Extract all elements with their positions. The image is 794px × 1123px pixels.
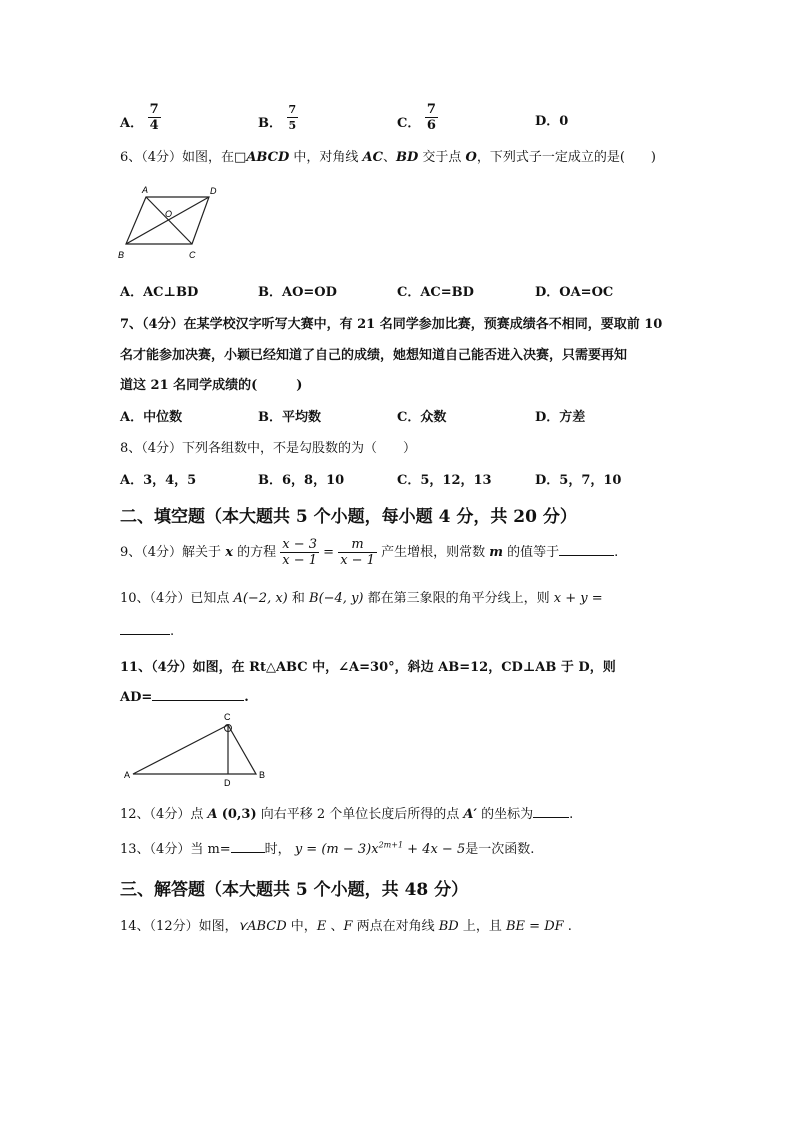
- diagonal-ac: [146, 197, 192, 244]
- q6-option-a[interactable]: A．AC⊥BD: [120, 285, 199, 300]
- q6-stem: 6、（4分）如图，在□ABCD 中，对角线 AC、BD 交于点 O，下列式子一定成立的是( ): [120, 150, 656, 165]
- triangle-abc: [133, 725, 256, 774]
- q11-triangle-figure: [118, 708, 278, 790]
- q5-option-d[interactable]: D．0: [535, 114, 569, 129]
- q10-answer-blank[interactable]: [120, 622, 170, 635]
- q7-stem-line2: 名才能参加决赛，小颖已经知道了自己的成绩，她想知道自己能否进入决赛，只需要再知: [120, 348, 628, 363]
- q7-option-b[interactable]: B．平均数: [258, 410, 321, 425]
- q13-stem: 13、（4分）当 m= 时， $y = (m - 3)x^{2m+1} + 4x - 5$是一次函数.: [120, 840, 535, 857]
- q8-option-c[interactable]: C．5，12，13: [397, 473, 492, 488]
- label-d: D: [210, 186, 217, 196]
- q14-stem: 14、（12分）如图，⋎ABCD 中，E 、F 两点在对角线 BD 上，且 BE = DF .: [120, 919, 572, 934]
- q11-stem-line2: AD= .: [120, 690, 249, 705]
- q8-stem: 8、（4分）下列各组数中，不是勾股数的为（ ）: [120, 441, 417, 456]
- label-a: A: [124, 770, 131, 780]
- label-c: C: [189, 250, 196, 260]
- q6-parallelogram-figure: [112, 182, 227, 264]
- q9-answer-blank[interactable]: [559, 543, 614, 556]
- q5-option-b[interactable]: B． $\frac{7}{5}$: [258, 103, 297, 132]
- q7-stem-line3: 道这 21 名同学成绩的( ): [120, 378, 303, 393]
- q9-stem: 9、（4分）解关于 x 的方程 $\frac{x - 3}{x - 1}$ = $\frac{m}{x - 1}$ 产生增根，则常数 m 的值等于 .: [120, 537, 619, 568]
- q7-stem-line1: 7、（4分）在某学校汉字听写大赛中，有 21 名同学参加比赛，预赛成绩各不相同，要取前 10: [120, 317, 663, 332]
- label-o: O: [165, 209, 173, 219]
- q9-fraction-left: $\frac{x - 3}{x - 1}$: [282, 537, 317, 568]
- q8-option-b[interactable]: B．6，8，10: [258, 473, 345, 488]
- q9-fraction-right: $\frac{m}{x - 1}$: [340, 537, 375, 568]
- q13-answer-blank[interactable]: [231, 840, 265, 853]
- q5-option-a[interactable]: A． $\frac{7}{4}$: [120, 102, 159, 133]
- q8-option-d[interactable]: D．5，7，10: [535, 473, 622, 488]
- q8-option-a[interactable]: A．3，4，5: [120, 473, 197, 488]
- q12-answer-blank[interactable]: [533, 805, 569, 818]
- q6-option-d[interactable]: D．OA=OC: [535, 285, 614, 300]
- label-b: B: [259, 770, 266, 780]
- q6-option-b[interactable]: B．AO=OD: [258, 285, 337, 300]
- section-solve-heading: 三、解答题（本大题共 5 个小题，共 48 分）: [120, 880, 469, 900]
- q10-answer-line: .: [120, 622, 174, 639]
- q7-option-c[interactable]: C．众数: [397, 410, 447, 425]
- label-d: D: [224, 778, 231, 788]
- q7-option-a[interactable]: A．中位数: [120, 410, 183, 425]
- q10-stem: 10、（4分）已知点 A(−2, x) 和 B(−4, y) 都在第三象限的角平分线上，则 x + y =: [120, 591, 603, 606]
- q5-option-b-fraction: $\frac{7}{5}$: [288, 103, 297, 132]
- section-fill-in-heading: 二、填空题（本大题共 5 个小题，每小题 4 分，共 20 分）: [120, 507, 577, 527]
- label-c: C: [224, 712, 231, 722]
- q12-stem: 12、（4分）点 A (0,3) 向右平移 2 个单位长度后所得的点 A′ 的坐标为 .: [120, 807, 574, 822]
- q6-option-c[interactable]: C．AC=BD: [397, 285, 474, 300]
- q11-answer-blank[interactable]: [152, 688, 244, 701]
- label-b: B: [118, 250, 125, 260]
- diagonal-bd: [126, 197, 209, 244]
- label-a: A: [142, 185, 149, 195]
- q11-stem-line1: 11、（4分）如图，在 Rt△ABC 中，∠A=30°，斜边 AB=12，CD⊥AB 于 D，则: [120, 660, 616, 675]
- q5-option-c[interactable]: C． $\frac{7}{6}$: [397, 102, 436, 133]
- q5-option-a-fraction: $\frac{7}{4}$: [149, 102, 159, 133]
- q5-option-c-fraction: $\frac{7}{6}$: [426, 102, 436, 133]
- q7-option-d[interactable]: D．方差: [535, 410, 586, 425]
